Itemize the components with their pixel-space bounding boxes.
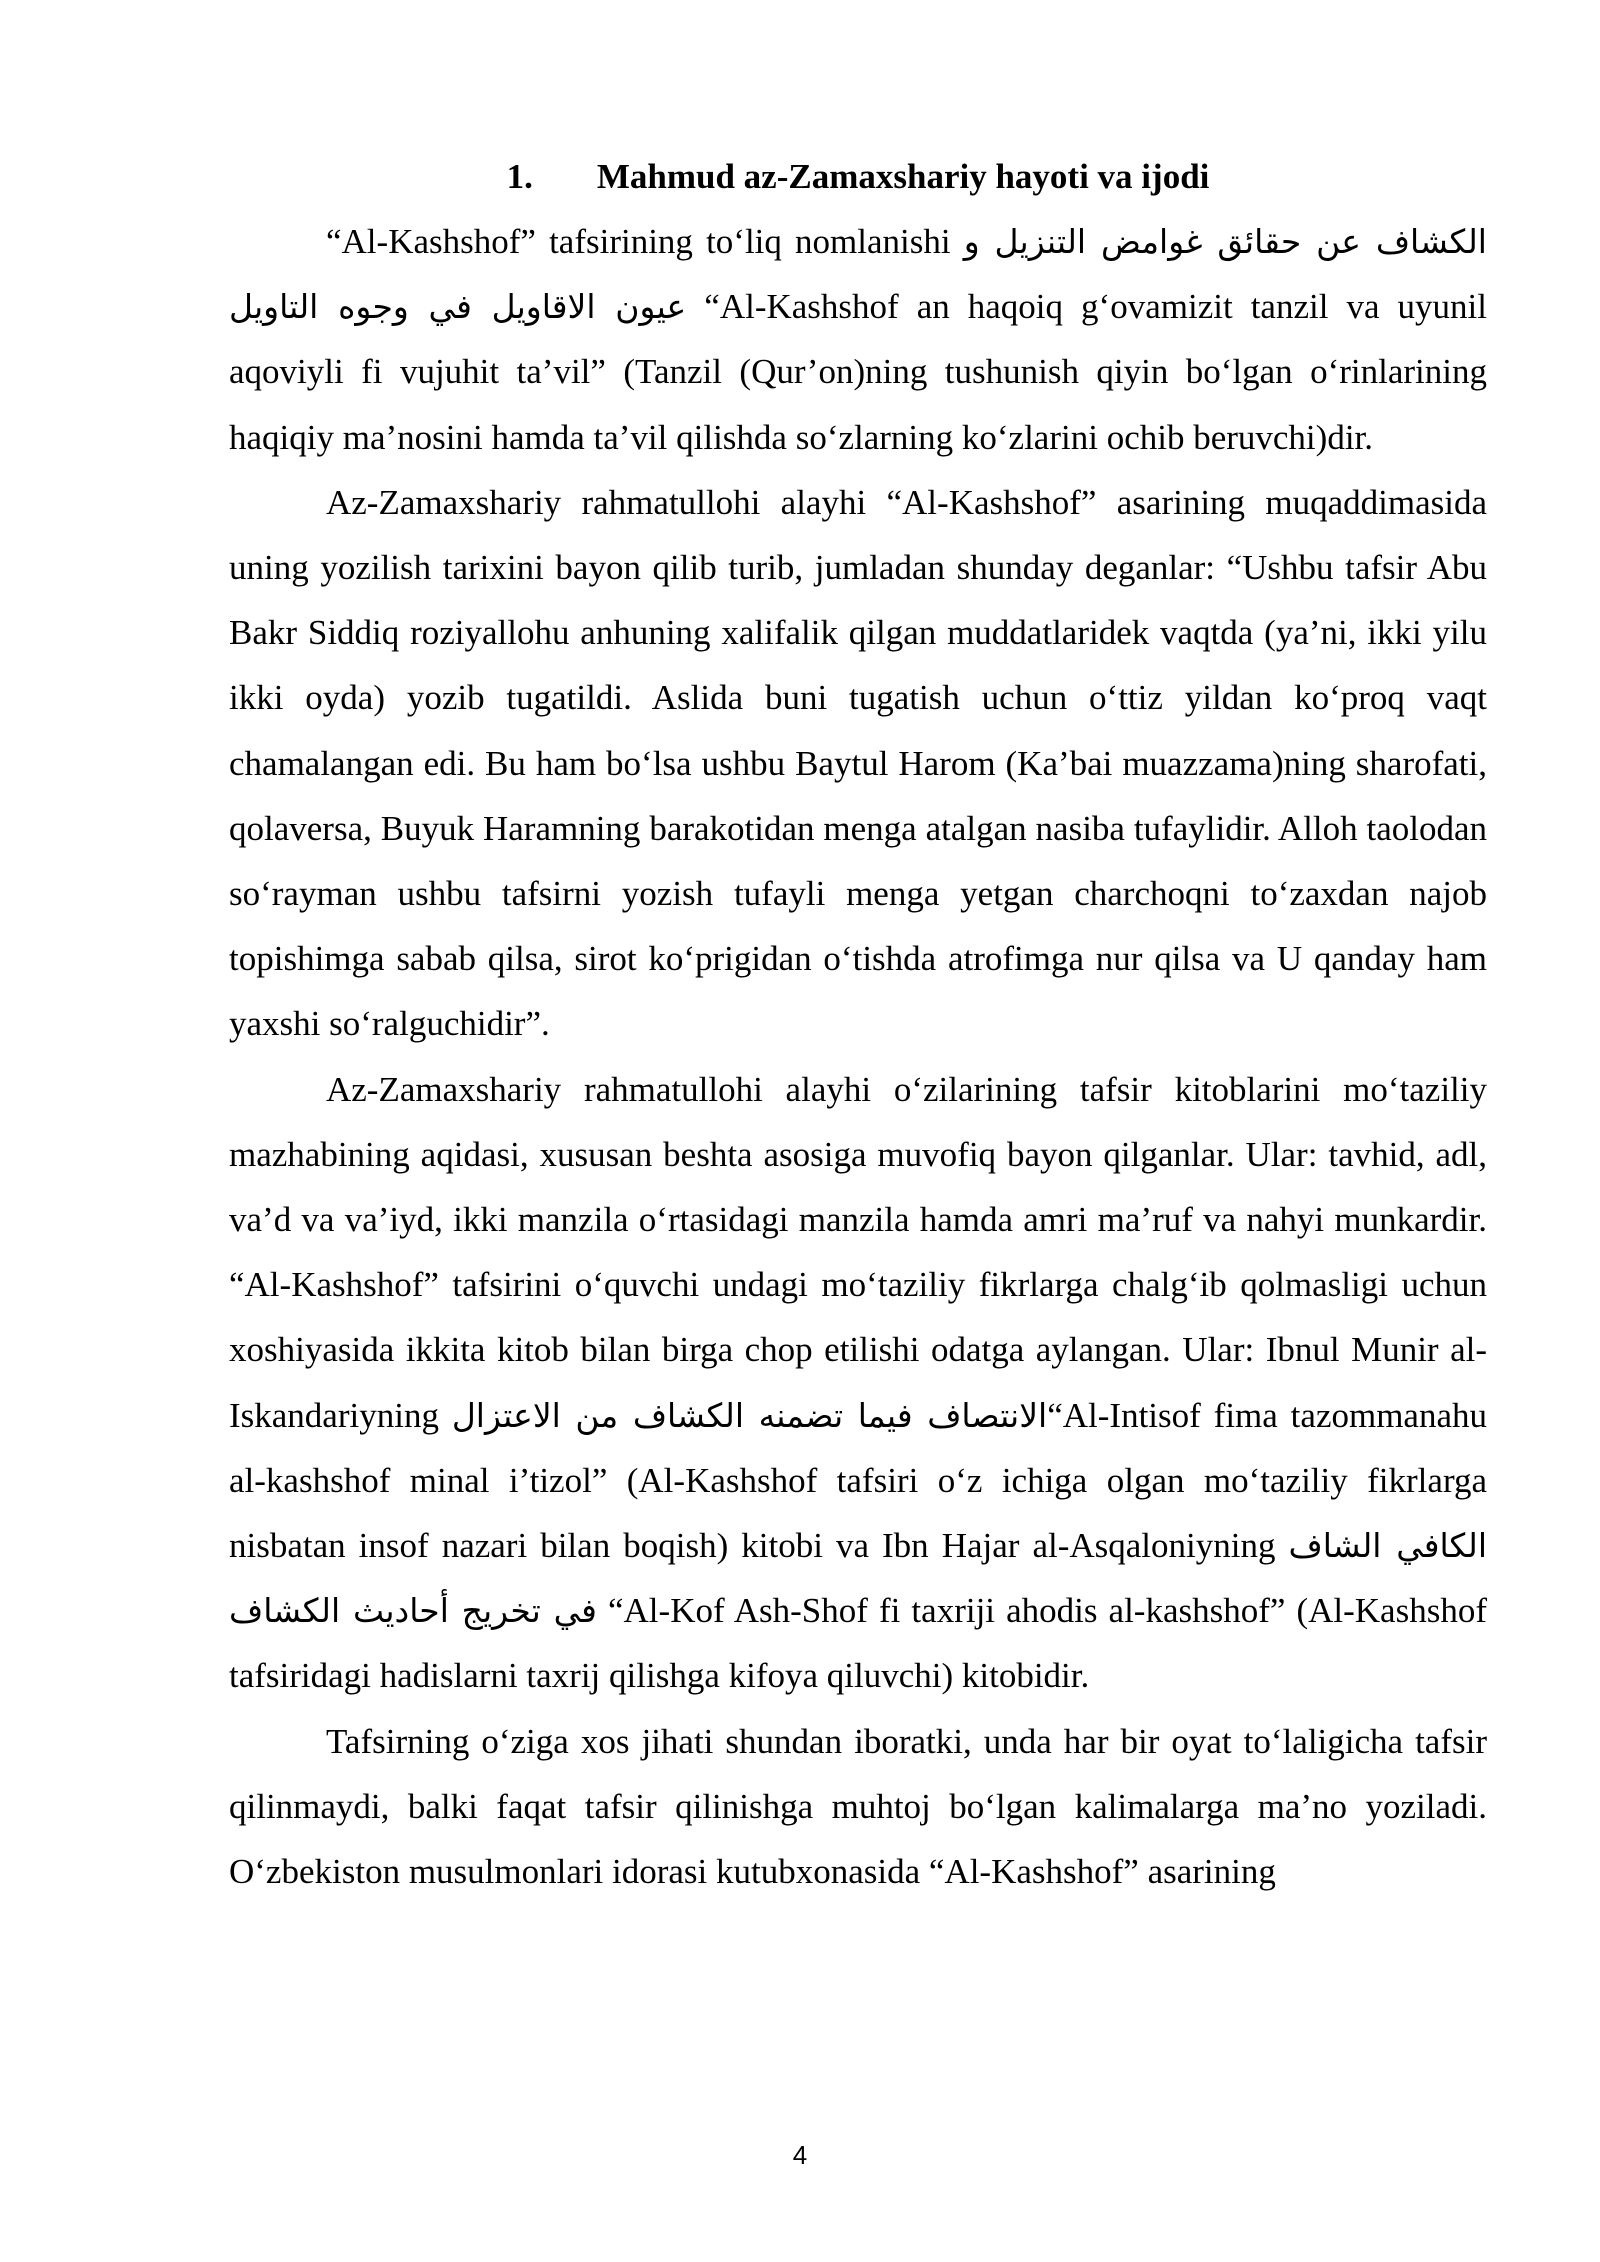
paragraph-4: Tafsirning o‘ziga xos jihati shundan iboratki, unda har bir oyat to‘laligicha tafsir qilinmaydi, balki faqat tafsir qilinishga muhtoj bo‘lgan kalimalarga ma’no yoziladi. O‘zbekiston musulmonlari idorasi kutubxonasida “Al-Kashshof” asarining	[229, 1721, 1487, 1892]
section-heading	[229, 145, 1487, 209]
arabic-title-kashshof: الكشاف عن حقائق غوامض التنزيل و عيون الاقاويل في وجوه التاويل	[229, 222, 1487, 327]
page-number: 4	[792, 2140, 808, 2170]
paragraph-3-text-c: “Al-Kof Ash-Shof fi taxriji ahodis al-kashshof” (Al-Kashshof tafsiridagi hadislarni taxrij qilishga kifoya qiluvchi) kitobidir.	[229, 1591, 1487, 1696]
paragraph-3-text-b: “Al-Intisof fima tazommanahu al-kashshof minal i’tizol” (Al-Kashshof tafsiri o‘z ichiga olgan mo‘taziliy fikrlarga nisbatan insof nazari bilan boqish) kitobi va Ibn Hajar al-Asqaloniyning	[229, 1395, 1487, 1566]
paragraph-3	[229, 1057, 1487, 1709]
paragraph-2: Az-Zamaxshariy rahmatullohi alayhi “Al-Kashshof” asarining muqaddimasida uning yozilish tarixini bayon qilib turib, jumladan shunday deganlar: “Ushbu tafsir Abu Bakr Siddiq roziyallohu anhuning xalifalik qilgan muddatlaridek vaqtda (ya’ni, ikki yilu ikki oyda) yozib tugatildi. Aslida buni tugatish uchun o‘ttiz yildan ko‘proq vaqt chamalangan edi. Bu ham bo‘lsa ushbu Baytul Harom (Ka’bai muazzama)ning sharofati, qolaversa, Buyuk Haramning barakotidan menga atalgan nasiba tufaylidir. Alloh taolodan so‘rayman ushbu tafsirni yozish tufayli menga yetgan charchoqni to‘zaxdan najob topishimga sabab qilsa, sirot ko‘prigidan o‘tishda atrofimga nur qilsa va U qanday ham yaxshi so‘ralguchidir”.	[229, 482, 1487, 1044]
arabic-title-intisof: الانتصاف فيما تضمنه الكشاف من الاعتزال	[451, 1395, 1048, 1435]
arabic-title-kofi: الكافي الشاف في تخريج أحاديث الكشاف	[229, 1526, 1487, 1631]
paragraph-1-text-a: “Al-Kashshof” tafsirining to‘liq nomlanishi	[326, 222, 964, 261]
section-title: Mahmud az-Zamaxshariy hayoti va ijodi	[596, 157, 1210, 196]
paragraph-1	[229, 209, 1487, 470]
paragraph-1-text-b: “Al-Kashshof an haqoiq g‘ovamizit tanzil va uyunil aqoviyli fi vujuhit ta’vil” (Tanzil (Qur’on)ning tushunish qiyin bo‘lgan o‘rinlarining haqiqiy ma’nosini hamda ta’vil qilishda so‘zlarning ko‘zlarini ochib beruvchi)dir.	[229, 287, 1487, 457]
page-body	[229, 145, 1487, 1904]
section-number: 1.	[506, 157, 533, 196]
paragraph-3-text-a: Az-Zamaxshariy rahmatullohi alayhi o‘zilarining tafsir kitoblarini mo‘taziliy mazhabining aqidasi, xususan beshta asosiga muvofiq bayon qilganlar. Ular: tavhid, adl, va’d va va’iyd, ikki manzila o‘rtasidagi manzila hamda amri ma’ruf va nahyi munkardir. “Al-Kashshof” tafsirini o‘quvchi undagi mo‘taziliy fikrlarga chalg‘ib qolmasligi uchun xoshiyasida ikkita kitob bilan birga chop etilishi odatga aylangan. Ular: Ibnul Munir al-Iskandariyning	[229, 1069, 1487, 1435]
